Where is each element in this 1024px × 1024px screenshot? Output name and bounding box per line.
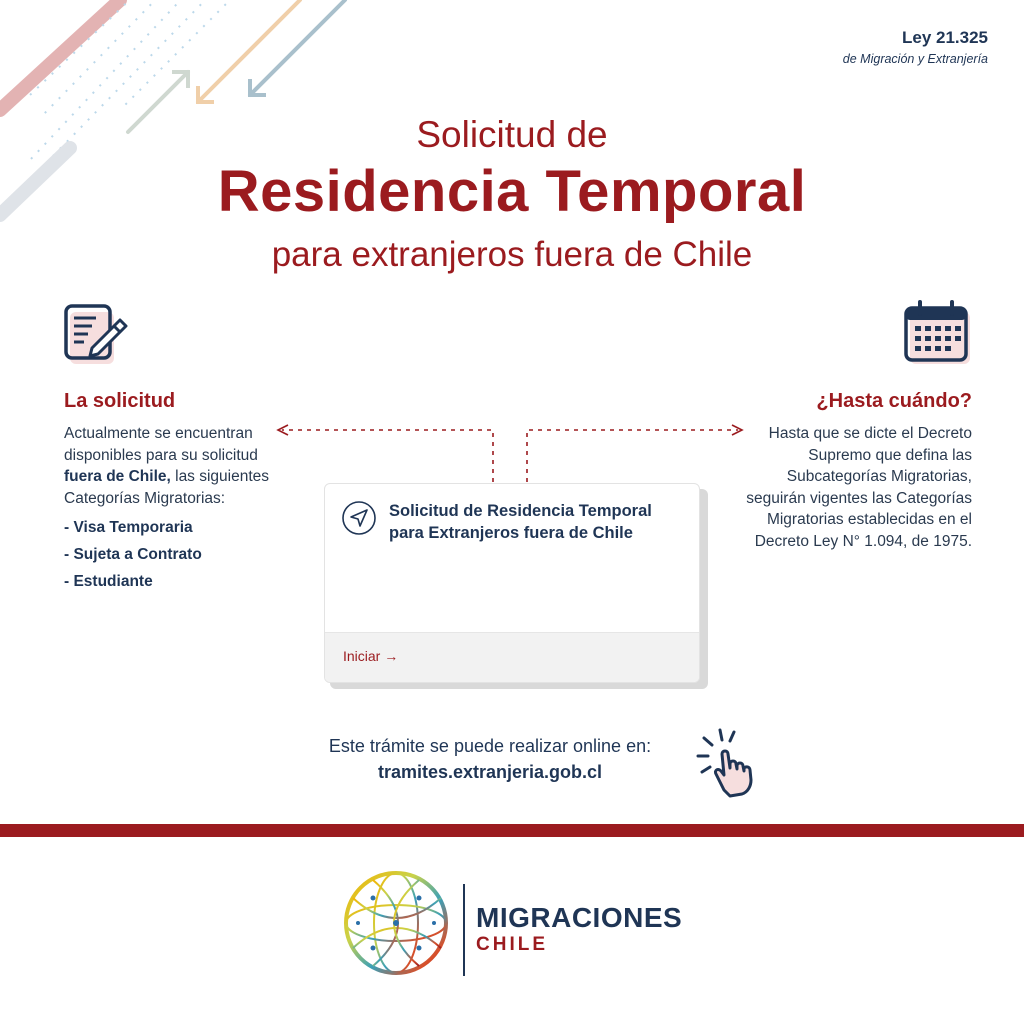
logo-sub-text: CHILE — [476, 934, 548, 955]
logo-main-text: MIGRACIONES — [476, 902, 683, 933]
law-title: Ley 21.325 — [901, 28, 988, 47]
document-edit-icon — [62, 300, 134, 372]
logo-divider — [463, 884, 465, 976]
category-item: - Visa Temporaria — [64, 519, 193, 536]
category-item: - Estudiante — [64, 573, 153, 590]
category-item: - Sujeta a Contrato — [64, 546, 202, 563]
connector-arrows — [260, 410, 760, 490]
law-reference — [843, 28, 988, 66]
deadline-text: Hasta que se dicte el Decreto Supremo que defina las Subcategorías Migratorias, seguirán vigentes las Categorías Migratorias establecidas en el Decreto Ley N° 1.094, de 1975. — [746, 425, 972, 550]
page-title — [0, 112, 1024, 278]
card-title-line-2: para Extranjeros fuera de Chile — [389, 524, 633, 542]
footer-divider — [0, 824, 1024, 837]
card-footer — [325, 632, 699, 682]
request-text-1: Actualmente se encuentran disponibles para su solicitud — [64, 425, 258, 464]
request-heading: La solicitud — [64, 390, 176, 412]
card-title — [389, 500, 689, 544]
request-text-bold: fuera de Chile, — [64, 468, 171, 485]
online-text: Este trámite se puede realizar online en: — [328, 736, 652, 756]
send-icon — [341, 500, 377, 536]
migraciones-wordmark — [476, 902, 682, 956]
online-info — [240, 733, 740, 785]
deadline-heading: ¿Hasta cuándo? — [816, 390, 972, 412]
calendar-icon — [902, 298, 974, 370]
deadline-section — [732, 390, 972, 552]
title-line-1: Solicitud de — [416, 114, 608, 155]
request-text-2: las siguientes Categorías Migratorias: — [64, 468, 270, 507]
hand-click-icon — [690, 724, 766, 800]
start-link[interactable]: Iniciar → — [343, 648, 399, 664]
migraciones-globe-logo — [333, 868, 459, 978]
title-line-3: para extranjeros fuera de Chile — [271, 235, 753, 274]
card-title-line-1: Solicitud de Residencia Temporal — [389, 502, 652, 520]
category-list — [64, 519, 294, 591]
title-line-2: Residencia Temporal — [217, 159, 807, 224]
online-url[interactable]: tramites.extranjeria.gob.cl — [377, 762, 603, 782]
law-subtitle: de Migración y Extranjería — [842, 52, 988, 66]
application-card[interactable] — [324, 483, 700, 683]
